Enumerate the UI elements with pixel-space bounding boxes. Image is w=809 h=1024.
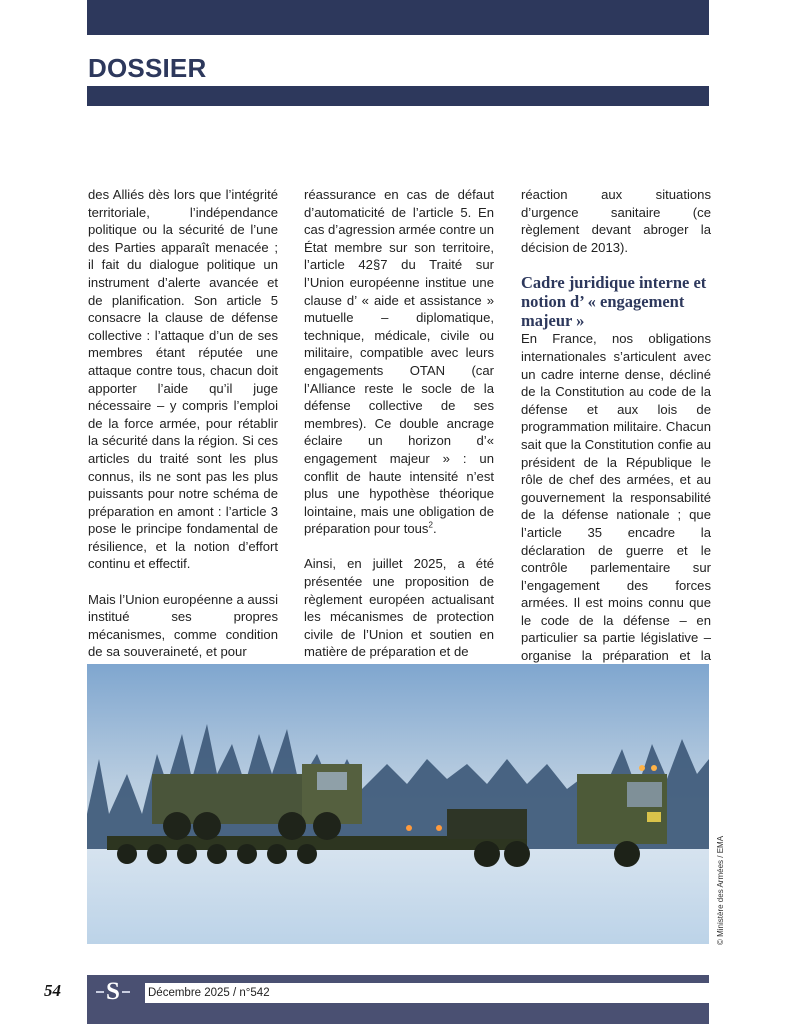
footnote-reference[interactable]: 2 — [428, 520, 433, 530]
article-column-1 — [88, 186, 278, 661]
military-convoy-photo — [87, 664, 709, 944]
logo-letter: S — [106, 978, 120, 1005]
article-column-3 — [521, 186, 711, 682]
logo-dash-right — [122, 991, 130, 993]
photo-credit: © Ministère des Armées / EMA — [716, 835, 725, 945]
paragraph — [304, 186, 494, 538]
issue-label: Décembre 2025 / n°542 — [148, 987, 270, 999]
section-title: DOSSIER — [88, 53, 207, 83]
paragraph-tail: . — [432, 521, 437, 537]
article-column-2 — [304, 186, 494, 661]
paragraph: des Alliés dès lors que l’intégrité territoriale, l’indépendance politique ou la sécurité de l’une des Parties apparaît menacée ; il fait du dialogue politique un instrument d’alerte avancée et de planification. Son article 5 consacre la clause de défense collective : l’attaque d’un de ses membres étant réputée une attaque contre tous, chacun doit apporter l’aide qu’il juge nécessaire – y compris l’emploi de la force armée, pour rétablir la sécurité dans la région. Si ces articles du traité sont les plus connus, ils ne sont pas les plus puissants pour notre schéma de préparation en amont : l’article 3 pose le principe fondamental de résilience, et la notion d’effort continu et effectif. — [88, 187, 278, 572]
paragraph: En France, nos obligations internationales s’articulent avec un cadre interne dense, décliné de la Constitution au code de la défense et aux lois de programmation militaire. Chacun sait que la Constitution confie au président de la République le rôle de chef des armées, et au gouvernement la responsabilité de la défense nationale ; que l’article 35 encadre la déclaration de guerre et le contrôle parlementaire sur l’engagement des forces armées. Il est moins connu que le code de la défense – en particulier sa partie législative – organise la préparation et la — [521, 331, 711, 664]
article-photo — [87, 664, 709, 944]
section-subheading: Cadre juridique interne et notion d’ « engagement majeur » — [521, 273, 707, 331]
page-number: 54 — [44, 981, 61, 1000]
logo-dash-left — [96, 991, 104, 993]
paragraph: Mais l’Union européenne a aussi institué ses propres mécanismes, comme condition de sa souveraineté, et pour — [88, 591, 278, 660]
header-underline-bar — [87, 86, 709, 106]
paragraph: réaction aux situations d’urgence sanitaire (ce règlement devant abroger la décision de 2013). — [521, 187, 711, 255]
snow-ground — [87, 849, 709, 944]
paragraph: Ainsi, en juillet 2025, a été présentée une proposition de règlement européen actualisant les mécanismes de protection civile de l’Union et soutien en matière de préparation et de — [304, 556, 494, 660]
paragraph-text: réassurance en cas de défaut d’automaticité de l’article 5. En cas d’agression armée contre un État membre sur son territoire, l’article 42§7 du Traité sur l’Union européenne institue une clause d’ « aide et assistance » mutuelle – diplomatique, technique, médicale, civile ou militaire, compatible avec leurs engagements OTAN (car l’Alliance reste le socle de la défense collective de ses membres). Ce double ancrage éclaire un horizon d’« engagement majeur » : un conflit de haute intensité n’est plus une hypothèse théorique lointaine, mais une obligation de préparation pour tous — [304, 187, 494, 537]
header-top-bar — [87, 0, 709, 35]
magazine-logo — [94, 977, 132, 1007]
